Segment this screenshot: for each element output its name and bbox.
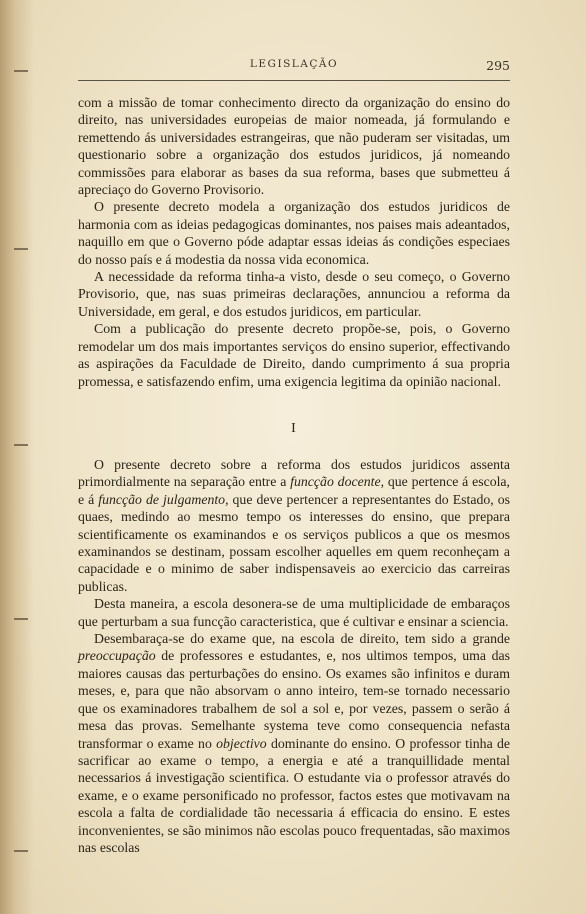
text-run: O presente decreto sobre a reforma dos estudos juridicos assenta primordialmente na separação entre a bbox=[78, 457, 510, 490]
text-run: , que deve pertencer a representantes do Estado, os quaes, medindo ao mesmo tempo os interesses do ensino, que prepara scientificamente os examinandos e os serviços publicos a que os mesmos examinandos se destinam, possam escolher aquelles em quem reconheçam a capacidade e o minimo de saber indispensaveis ao exercicio das carreiras publicas. bbox=[78, 491, 510, 594]
text-run: , que pertence á escola, e á bbox=[78, 474, 511, 507]
intro-text-block bbox=[78, 94, 510, 390]
margin-mark bbox=[14, 248, 28, 250]
section-numeral: I bbox=[291, 421, 297, 436]
italic-term: funcção de julgamento bbox=[98, 491, 226, 507]
margin-mark bbox=[14, 850, 28, 852]
paragraph: Desta maneira, a escola desonera-se de uma multiplicidade de embaraços que perturbam a sua funcção caracteristica, que é cultivar e ensinar a sciencia. bbox=[78, 596, 510, 629]
margin-mark bbox=[14, 70, 28, 72]
paragraph: O presente decreto modela a organização dos estudos juridicos de harmonia com as ideias pedagogicas dominantes, nos paises mais adeantados, naquillo em que o Governo póde adaptar essas ideias ás condições especiaes do nosso país e á modestia da nossa vida economica. bbox=[78, 199, 510, 267]
running-head-title: LEGISLAÇÃO bbox=[249, 58, 339, 70]
paragraph: com a missão de tomar conhecimento directo da organização do ensino do direito, nas universidades europeias de maior nomeada, já formulando e remettendo ás universidades estrangeiras, que não puderam ser visitadas, um questionario sobre a organização dos estudos juridicos, já nomeando commissões para elaborar as bases da sua reforma, bases que submetteu á apreciaço do Governo Provisorio. bbox=[78, 95, 510, 198]
page-number: 295 bbox=[486, 58, 510, 73]
running-header bbox=[78, 58, 510, 76]
paragraph: Com a publicação do presente decreto propõe-se, pois, o Governo remodelar um dos mais importantes serviços do ensino superior, effectivando as aspirações da Faculdade de Direito, dando cumprimento á sua propria promessa, e satisfazendo enfim, uma exigencia legitima da opinião nacional. bbox=[78, 321, 510, 389]
italic-term: preoccupação bbox=[78, 648, 156, 664]
text-run: de professores e estudantes, e, nos ultimos tempos, uma das maiores causas das perturbações do ensino. Os exames são infinitos e duram meses, e, para que não absorvam o anno inteiro, tem-se tornado necessario que os examinadores trabalhem de sol a sol e, por vezes, passem o serão á mesa das provas. Semelhante systema teve como consequencia nefasta transformar o exame no bbox=[78, 648, 510, 751]
section-heading-block bbox=[78, 420, 510, 437]
text-run: dominante do ensino. O professor tinha de sacrificar ao exame o tempo, a energia e até a tranquillidade mental necessarios á investigação scientifica. O estudante via o professor através do exame, e o exame personificado no professor, factos estes que motivavam na escola a falta de cordialidade tão necessaria á efficacia do ensino. E estes inconvenientes, se são minimos não escolas pouco frequentadas, são maximos nas escolas bbox=[78, 735, 510, 855]
paragraph: A necessidade da reforma tinha-a visto, desde o seu começo, o Governo Provisorio, que, nas suas primeiras declarações, annunciou a reforma da Universidade, em geral, e dos estudos juridicos, em particular. bbox=[78, 269, 510, 319]
italic-term: objectivo bbox=[216, 735, 267, 751]
text-run: Desembaraça-se do exame que, na escola de direito, tem sido a grande bbox=[94, 631, 510, 647]
paragraph bbox=[78, 630, 510, 856]
margin-mark bbox=[14, 444, 28, 446]
header-rule bbox=[78, 80, 510, 81]
italic-term: funcção docente bbox=[290, 474, 381, 490]
section-text-block bbox=[78, 456, 510, 856]
margin-mark bbox=[14, 618, 28, 620]
paragraph bbox=[78, 456, 510, 595]
page-gutter-shadow bbox=[0, 0, 34, 914]
